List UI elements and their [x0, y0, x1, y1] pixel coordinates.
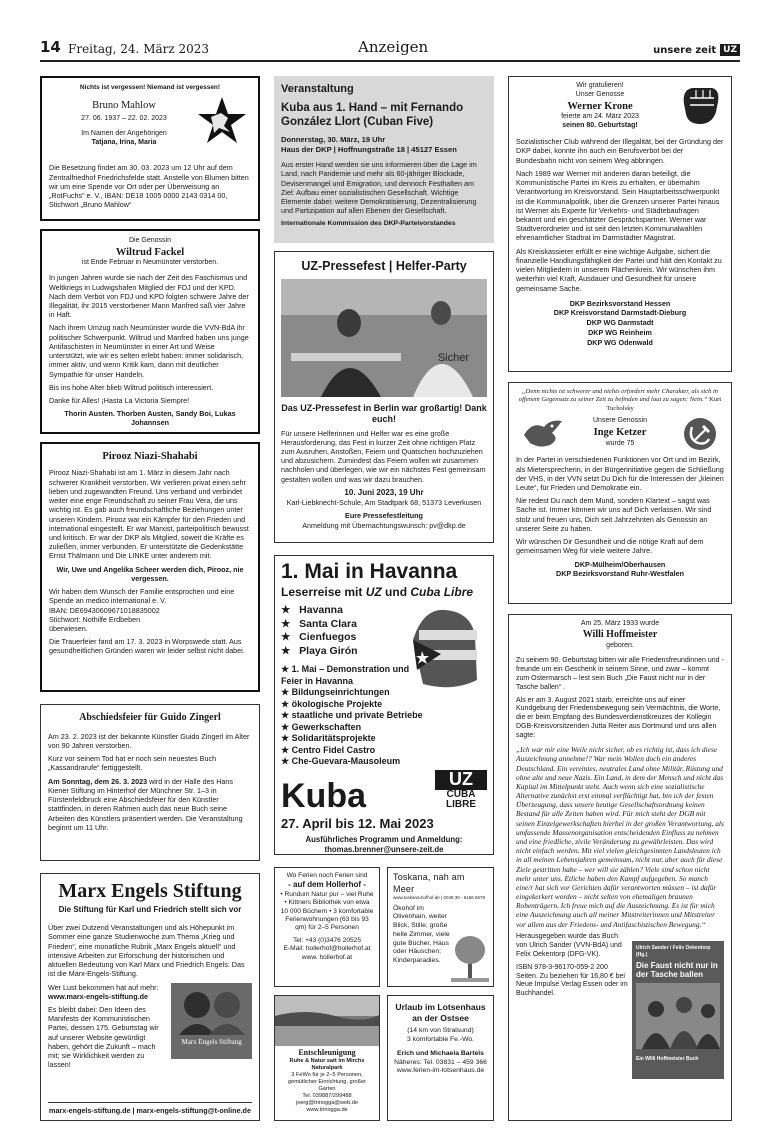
- obituary-dates: 27. 06. 1937 – 22. 02. 2023: [81, 114, 167, 122]
- obituary-mourn: Im Namen der Angehörigen: [81, 129, 167, 137]
- obituary-keyword: Stichwort: Nothilfe Erdbeben: [49, 614, 141, 624]
- ad-text: (14 km von Stralsund): [407, 1027, 474, 1035]
- congrats-paragraph: Nach 1989 war Werner mit anderen daran beteiligt, die Kommunistische Partei im Kreis zu erhalten, er übernahm Verantwortung im Kreisvorstand. Sein Hauptarbeitsschwerpunkt ist die Kommunalpolitik, über die Grenzen unserer Partei hinaus ist Werner als Experte für Verkehrs- und Städtebaufragen bekannt und ein geschätzter Gesprächspartner. Werner war Stadtverordneter und ist seit den letzten Kommunalwahlen ehrenamtlicher Stadtrat im Darmstädter Magistrat.: [516, 168, 720, 243]
- program-label: Solidaritätsprojekte: [291, 733, 376, 744]
- obituary-name: Bruno Mahlow: [92, 100, 156, 112]
- ad-title: Marx Engels Stiftung: [58, 880, 242, 902]
- ad-email[interactable]: joerg@trinogga@web.de: [295, 1099, 359, 1106]
- ketzer-congrats: [508, 382, 732, 604]
- bullet-star-icon: ★: [281, 687, 292, 698]
- program-item: [281, 745, 487, 757]
- ad-paragraph: Herausgegeben wurde das Buch von Ulrich Sander (VVN-BdA) und Felix Oekentorp (DFG-VK).: [516, 932, 622, 958]
- ad-subtitle: Die Stiftung für Karl und Friedrich stellt sich vor: [58, 905, 242, 914]
- obituary-paragraph: Bis ins hohe Alter blieb Wiltrud politisch interessiert.: [49, 382, 214, 392]
- obituary-paragraph: überwiesen.: [49, 623, 88, 633]
- niazi-obituary: [40, 442, 260, 692]
- bullet-star-icon: ★: [281, 617, 300, 630]
- uz-logo: UZ: [720, 44, 740, 56]
- ad-footer-links[interactable]: marx-engels-stiftung.de | marx-engels-stiftung@t-online.de: [48, 1102, 252, 1115]
- ad-title: Urlaub im Lotsenhaus an der Ostsee: [395, 1002, 486, 1023]
- ad-names: Erich und Michaela Bartels: [397, 1049, 484, 1057]
- congrats-paragraph: In der Partei in verschiedenen Funktionen vor Ort und im Bezirk, als Mietersprecherin, in der Bürgerinitiative gegen die Schließung der VHS, in der VVN setzt Du Dich für die Interessen der „kleinen Leute“, für Frieden und Demokratie ein.: [516, 455, 724, 492]
- zingerl-ad: [40, 704, 260, 861]
- krone-congrats: [508, 76, 732, 372]
- page-number: 14: [40, 38, 61, 56]
- obituary-paragraph: In jungen Jahren wurde sie nach der Zeit des Faschismus und Weltkriegs in Ludwigshafen Mitglied der FDJ und der KPD. Nach dem Verbot von FDJ und KPD folgten schwere Jahre der Illegalität, ihr 2015 verstorbener Mann Manfred saß vier Jahre in Haft.: [49, 273, 249, 320]
- ad-paragraph: ISBN 978-3-96170-059-2 200 Seiten. Zu beziehen für 16,80 € bei Neue Impulse Verlag Essen oder im Buchhandel.: [516, 963, 628, 998]
- trinogga-ad: [274, 995, 380, 1121]
- ad-website[interactable]: www. hollerhof.at: [301, 953, 353, 961]
- obituary-name: Wiltrud Fackel: [115, 246, 185, 258]
- ad-title: Entschleunigung: [298, 1048, 356, 1057]
- signature-line: DKP Bezirksvorstand Ruhr-Westfalen: [556, 568, 684, 578]
- hollerhof-ad: [274, 867, 380, 987]
- logo-cuba: CUBA: [446, 788, 476, 800]
- fackel-obituary: [40, 229, 260, 434]
- subtitle-cuba: Cuba Libre: [410, 585, 474, 600]
- subtitle-uz: UZ: [365, 585, 382, 600]
- congrats-text: wurde 75: [605, 439, 635, 447]
- bullet-star-icon: ★: [281, 664, 292, 675]
- quote-author: Kurt Tucholsky: [606, 396, 722, 412]
- ad-text: Ruhe & Natur satt im Mirchs Naturalpark: [289, 1058, 365, 1071]
- logo-libre: LIBRE: [446, 799, 476, 811]
- ad-text: 3 FeWo für je 2–5 Personen, gemütlicher Einrichtung, großer Garten: [287, 1071, 367, 1092]
- ad-text: wird in der Halle des Hans Kiener Stiftung im Hinterhof der Münchner Str. 1–3 in Fürstenfeldbruck eine Abschiedsfeier für den Künstler stattfinden, in deren Rahmen auch das neue Buch seine Arbeiten des Künstlers präsentiert werden. Die Veranstaltung beginnt um 11 Uhr.: [48, 776, 243, 832]
- ad-website[interactable]: www.trinogga.de: [306, 1106, 348, 1113]
- event-date: 10. Juni 2023, 19 Uhr: [344, 487, 424, 497]
- signature-line: DKP WG Reinheim: [588, 327, 652, 337]
- ad-title: Toskana, nah am Meer: [393, 872, 465, 894]
- ad-website[interactable]: www.ferien-im-lotsenhaus.de: [396, 1067, 485, 1075]
- bullet-star-icon: ★: [281, 698, 292, 709]
- bullet-star-icon: ★: [281, 604, 300, 617]
- congrats-signatures: [516, 560, 724, 578]
- ad-title: 1. Mai in Havanna: [281, 560, 458, 583]
- photo-shirt-text: Sicher: [437, 352, 469, 364]
- ad-paragraph: Am 23. 2. 2023 ist der bekannte Künstler Guido Zingerl im Alter von 90 Jahren verstorben.: [48, 731, 250, 751]
- program-label: Bildungseinrichtungen: [291, 687, 390, 698]
- ad-email[interactable]: thomas.brenner@unsere-zeit.de: [324, 845, 444, 855]
- bullet-star-icon: ★: [281, 710, 292, 721]
- raised-fist-icon: [676, 82, 724, 128]
- obituary-paragraph: Pirooz Niazi-Shahabi ist am 1. März in diesem Jahr nach schwerer Krankheit verstorben. Wir verlieren privat einen sehr lieben und zugewandten Freund. Uns verband und verbindet weiter eine enge Freundschaft zu seiner Frau Vera, die uns wichtig ist. Es gab auch freundschaftliche Beziehungen unter unseren Kindern. Pirooz war ein Kämpfer für den Frieden und international eingestellt. Er war Marxist, parteipolitisch bewusst und kritisch. Er war der DKP als Mitglied, soweit die Kräfte es zuließen, immer verbunden. Er unterstützte die Gedenkstätte Ernst Thälmann und Die LINKE unter anderem mit.: [49, 468, 249, 561]
- program-label: staatliche und private Betriebe: [291, 710, 423, 721]
- tree-landscape-icon: [451, 934, 489, 982]
- obituary-name: Pirooz Niazi-Shahabi: [102, 451, 198, 462]
- ad-date: Am Sonntag, dem 26. 3. 2023: [48, 776, 148, 786]
- portrait-silhouette-icon: [171, 983, 252, 1035]
- ad-phone: Näheres: Tel. 03831 – 459 366: [394, 1058, 487, 1066]
- obituary-body: Die Besetzung findet am 30. 03. 2023 um 12 Uhr auf dem Zentralfriedhof Friedrichsfelde statt. Anstelle von Blumen bitten wir um eine Spende vor Ort oder per Überweisung an „RotFuchs“ e. V., IBAN: DE18 1005 0000 2143 0314 00, Stichwort „Bruno Mahlow“: [49, 163, 249, 210]
- obituary-paragraph: Nach ihrem Umzug nach Neumünster wurde die VVN-BdA ihr politischer Schwerpunkt. Wiltrud und Manfred haben uns junge Antifaschisten in Neumünster in einer Art und Weise unterstützt, wie wir es selten erlebt haben: immer solidarisch, immer aktiv, und wenn Kritik kam, dann mit deutlicher Sympathie für unser Handeln.: [49, 323, 249, 379]
- ad-paragraph: Zu seinem 90. Geburtstag bitten wir alle Friedensfreundinnen und -freunde um ein Geschenk in seinem Sinne, und zwar – kommt zum Ostermarsch – lest sein Buch „Die Faust nicht nur in der Tasche ballen“ .: [516, 656, 724, 691]
- masthead-brand: [653, 44, 740, 56]
- ad-paragraph: Für unsere Helferinnen und Helfer war es eine große Herausforderung, das Fest in kurzer Zeit ohne richtigen Platz zum Ausruhen, Anstoßen, Feiern und Quatschen hochzuziehen und abzusichern. Zumindest das Feiern wollen wir zusammen nachholen und überlegen, wie wir ein nächstes Fest gemeinsam gestalten wollen und was wir dazu brauchen.: [281, 428, 486, 484]
- congrats-paragraph: Als Kreiskassierer erfüllt er eine wichtige Aufgabe, sichert die finanzielle Handlungsfähigkeit der Partei und hält den Kontakt zu vielen Mitgliedern in unserem Flächenkreis. Wir wünschen ihm weiterhin viel Kraft, Ausdauer und Gesundheit für unsere gemeinsame Sache.: [516, 246, 722, 293]
- brand-name: unsere zeit: [653, 44, 717, 56]
- program-item: [281, 756, 487, 768]
- lotsenhaus-ad: [387, 995, 494, 1121]
- ad-text: Am 25. März 1933 wurde: [580, 620, 660, 627]
- ad-title: - auf dem Hollerhof -: [288, 880, 366, 890]
- book-editor: Ulrich Sander / Felix Oekentorp (Hg.): [636, 945, 711, 958]
- section-title: Anzeigen: [358, 38, 429, 56]
- signature-line: DKP Kreisvorstand Darmstadt-Dieburg: [553, 308, 687, 318]
- ad-text: 3 komfortable Fe.-Wo.: [406, 1036, 475, 1044]
- obituary-sub: ist Ende Februar in Neumünster verstorben.: [81, 259, 219, 267]
- city-label: Cienfuegos: [299, 631, 357, 644]
- ad-paragraph: Ökohof im Olivenhain, weiter Blick, Stille; große helle Zimmer, viele gute Bücher, Haus oder Häuschen; Kinderparadies.: [393, 904, 450, 964]
- ad-title: Abschiedsfeier für Guido Zingerl: [79, 712, 221, 723]
- congrats-signatures: [516, 299, 724, 348]
- tucholsky-quote: [516, 388, 724, 413]
- ad-text: Wo Ferien noch Ferien sind: [286, 872, 368, 879]
- kuba-headline: Kuba: [281, 776, 366, 815]
- quote-text: „Denn nichts ist schwerer und nichts erfordert mehr Charakter, als sich in offenem Gegensatz zu seiner Zeit zu befinden und laut zu sagen: Nein.“: [518, 388, 719, 404]
- obituary-signature: Wir, Uwe und Angelika Scheer werden dich, Pirooz, nie vergessen.: [56, 564, 244, 583]
- ad-paragraph: Kurz vor seinem Tod hat er noch sein neuestes Buch „Kassandrarufe“ fertiggestellt.: [48, 754, 217, 773]
- photo-people-shapes: [281, 279, 487, 397]
- uz-cuba-libre-logo: [435, 770, 487, 811]
- ad-email[interactable]: E-Mail: hollerhof@hollerhof.at: [283, 945, 371, 953]
- congrats-text: seinen 80. Geburtstag!: [562, 122, 638, 130]
- bullet-star-icon: ★: [281, 756, 292, 767]
- bullet-star-icon: ★: [281, 721, 292, 732]
- ad-title: Kuba aus 1. Hand – mit Fernando González Llort (Cuban Five): [281, 102, 464, 129]
- ad-paragraph: [48, 777, 252, 832]
- ad-title: UZ-Pressefest | Helfer-Party: [301, 259, 467, 273]
- obituary-paragraph: Die Trauerfeier fand am 17. 3. 2023 in Worpswede statt. Aus gesundheitlichen Gründen waren wir leider selbst nicht dabei.: [49, 637, 245, 656]
- ad-paragraph: Über zwei Dutzend Veranstaltungen und als Höhepunkt im Sommer eine ganze Studienwoche zum Thema „Krieg und Frieden“, eine monatliche Rubrik „Marx Engels aktuell“ und intensive Arbeiten zur Erforschung der historischen und aktuellen Bedeutung von Karl Marx und Friedrich Engels: Das ist die Marx-Engels-Stiftung.: [48, 923, 245, 979]
- obituary-kicker: Nichts ist vergessen! Niemand ist vergessen!: [79, 84, 221, 91]
- cuba-flag-hand-icon: [393, 600, 485, 696]
- toskana-ad: [387, 867, 494, 987]
- page-header: [40, 36, 740, 62]
- bullet-star-icon: ★: [281, 733, 292, 744]
- peace-dove-icon: [522, 417, 564, 451]
- obituary-paragraph: Wir haben dem Wunsch der Familie entsprochen und eine Spende an medico international e. V.: [49, 587, 235, 606]
- program-label: 1. Mai – Demonstration und Feier in Havanna: [281, 664, 410, 686]
- bullet-star-icon: ★: [281, 744, 292, 755]
- marx-engels-ad: [40, 873, 260, 1121]
- program-label: ökologische Projekte: [291, 698, 383, 709]
- hammer-sickle-icon: [682, 417, 718, 451]
- book-footer: Ein Willi Hoffmeister Buch: [636, 1055, 699, 1062]
- congrats-text: Unser Genosse: [575, 90, 625, 98]
- book-crowd-photo: [636, 983, 720, 1049]
- program-item: [281, 699, 487, 711]
- signature-line: DKP WG Darmstadt: [586, 318, 654, 328]
- congrats-text: Unsere Genossin: [592, 417, 648, 425]
- veranstaltung-ad: [274, 76, 494, 243]
- ad-text: geboren.: [606, 641, 634, 649]
- ad-contact: Anmeldung mit Übernachtungswunsch: pv@dkp.de: [302, 520, 466, 530]
- congrats-paragraph: Nie redest Du nach dem Mund, sondern Klartext – sagst was Sache ist. Immer können wir uns auf Dich verlassen. Wir sind stolz und freuen uns, Dich seit Jahrzehnten als Genossin an unserer Seite zu haben.: [516, 496, 712, 533]
- ad-text: Wer Lust bekommen hat auf mehr:: [48, 982, 159, 992]
- ad-signature: Internationale Kommission des DKP-Parteivorstandes: [281, 219, 456, 227]
- havanna-ad: [274, 555, 494, 855]
- ad-info: Ausführliches Programm und Anmeldung:: [305, 835, 463, 845]
- event-place: Karl-Liebknecht-Schule, Am Stadtpark 68, 51373 Leverkusen: [286, 498, 482, 508]
- festival-photo: [281, 279, 487, 397]
- program-label: Gewerkschaften: [291, 721, 362, 732]
- lake-photo: [275, 996, 379, 1046]
- bullet-star-icon: ★: [281, 631, 300, 644]
- program-item: [281, 722, 487, 734]
- program-item: [281, 710, 487, 722]
- mahlow-obituary: [40, 76, 260, 221]
- ad-phone: Tel: +43 (0)3476 20525: [292, 936, 361, 944]
- program-label: Centro Fidel Castro: [291, 744, 376, 755]
- congrats-paragraph: Wir wünschen Dir Gesundheit und die nötige Kraft auf dem gemeinsamen Weg für viele weitere Jahre.: [516, 537, 704, 556]
- event-place: Haus der DKP | Hoffnungstraße 18 | 45127 Essen: [281, 144, 457, 154]
- congrats-name: Inge Ketzer: [593, 427, 647, 439]
- website-link[interactable]: www.marx-engels-stiftung.de: [48, 991, 148, 1001]
- obituary-family: Tatjana, Irina, Maria: [91, 138, 157, 146]
- obituary-iban: IBAN: DE69430609671018835002: [49, 605, 160, 615]
- ad-paragraph: Als er am 3. August 2021 starb, erreichte uns auf einer Kundgebung der Friedensbewegung sein Vermächtnis, die Worte, die er beim Empfang des Bundesverdienstkreuzes der Kollegin DGB-Kreisvorsitzenden Jutta Reiter aus Dortmund und uns allen sagte:: [516, 696, 721, 740]
- ad-headline: Das UZ-Pressefest in Berlin war großartig! Dank euch!: [281, 403, 487, 424]
- ad-paragraph: Es bleibt dabei: Den Ideen des Manifests der Kommunistischen Partei, dessen 175. Geburtstag wir auf unserer Website gewürdigt haben, gehört die Zukunft – mach mit; sie Wirklichkeit werden zu lassen!: [48, 1004, 159, 1070]
- logo-uz: UZ: [435, 770, 487, 790]
- subtitle-mid: und: [381, 585, 411, 600]
- city-label: Santa Clara: [299, 617, 357, 630]
- book-cover: [632, 941, 724, 1079]
- subtitle-prefix: Leserreise mit: [281, 585, 366, 600]
- ad-kicker: Veranstaltung: [281, 83, 354, 95]
- signature-line: DKP Bezirksvorstand Hessen: [569, 298, 671, 308]
- lake-landscape-icon: [275, 996, 379, 1046]
- signature-line: DKP-Mülheim/Oberhausen: [574, 559, 666, 569]
- ad-phone: Tel. 039887/299488: [302, 1092, 352, 1099]
- ad-url[interactable]: www.toskana-hofhof.de | 0049 30 - 6166 6578: [393, 895, 485, 901]
- ad-signature: Eure Pressefestleitung: [345, 511, 423, 521]
- book-title: Die Faust nicht nur in der Tasche ballen: [636, 961, 718, 980]
- ad-paragraph: • Rundum Natur pur – viel Ruhe • Kittners Bibliothek von etwa 10 000 Büchern • 3 komfortable Ferienwohnungen (63 bis 93 qm) für 2–5 Personen: [280, 890, 374, 932]
- hoffmeister-quote: „Ich war mir eine Weile nicht sicher, ob es richtig ist, dass ich diese Auszeichnung annehme!? War mein Wollen doch ein anderes Deutschland. Ein vereintes, neutrales Land ohne Militär, Rüstung und ohne alte und neue Nazis. Ein Land, in dem der Mensch und nicht das Kapital im Mittelpunkt steht. Auch wenn sich eine sozialistische Alternative zunächst erst einmal verflüchtigt hat, bin ich der festen Überzeugung, dass unsere heutige Gesellschaftsordnung keinen Bestand für alle Zeiten haben wird. Für mich steht der DGB mit seinen Einzelgewerkschaften hierbei in der großen Verantwortung, als umfassende Massenorganisation entscheidenden Einfluss zu nehmen und eine friedliche, zivile Veränderung zu gewährleisten. Das wird nicht einfach werden. Mit viel vielen gleichgesinnten Landsleuten ich in all meinen Lebensjahren gemeinsam, nicht nur, aber auch für diese Ziele gestritten habe – wer will sie zählen? Viele sind schon nicht mehr unter uns. Etliche haben den Kampf aufgegeben. So manch eine/r hat sich vor Gerichten dafür verantworten müssen – ist dafür eingekerkert worden – nicht selten von ehemaligen braunen Robenträgern. Ich freue mich auf die Auszeichnung. Es ist für mich eine Auszeichnung auch all meiner Mitstreiterinnen und Mitstreiter vor allem aus der Friedens- und Antifaschistischen Bewegung.“: [516, 745, 724, 929]
- pressefest-ad: [274, 251, 494, 543]
- obituary-signature: Thorin Austen. Thorben Austen, Sandy Boi, Lukas Johannsen: [64, 409, 236, 428]
- program-label: Che-Guevara-Mausoleum: [291, 756, 401, 767]
- hoffmeister-ad: [508, 614, 732, 1121]
- signature-line: DKP WG Odenwald: [587, 337, 653, 347]
- travel-dates: 27. April bis 12. Mai 2023: [281, 815, 434, 831]
- ad-name: Willi Hoffmeister: [582, 628, 658, 640]
- congrats-text: feierte am 24. März 2023: [561, 113, 639, 121]
- star-icon: [197, 95, 247, 147]
- congrats-name: Werner Krone: [567, 100, 633, 112]
- obituary-intro: Die Genossin: [128, 237, 172, 244]
- ad-paragraph: Aus erster Hand werden sie uns informieren über die Lage im Land, nach Pandemie und mehr als 60-jähriger Blockade, Devisenmangel und Emigration, und dennoch Festhalten am Ziel: Aufbau einer sozialistischen Gesellschaft. Wichtige Elemente dabei: weitere Demokratisierung, Dezentralisierung und Partizipation auf allen Ebenen der Gesellschaft.: [281, 160, 477, 216]
- event-time: Donnerstag, 30. März, 19 Uhr: [281, 134, 386, 144]
- obituary-paragraph: Danke für Alles! ¡Hasta La Victoria Siempre!: [49, 395, 190, 405]
- issue-date: Freitag, 24. März 2023: [68, 42, 210, 56]
- congrats-paragraph: Sozialistischer Club während der Illegalität, bei der Gründung der DKP dabei, konnte ihn auch ein Berufsverbot bei der Bundesbahn nicht von seinem Weg abbringen.: [516, 137, 724, 165]
- city-label: Havanna: [299, 604, 343, 617]
- congrats-text: Wir gratulieren!: [576, 82, 624, 89]
- marx-engels-portrait: [171, 983, 252, 1059]
- city-label: Playa Girón: [299, 644, 358, 657]
- ad-subtitle: [281, 585, 487, 600]
- logo-text: Marx Engels Stiftung: [181, 1037, 242, 1046]
- bullet-star-icon: ★: [281, 644, 300, 657]
- program-item: [281, 733, 487, 745]
